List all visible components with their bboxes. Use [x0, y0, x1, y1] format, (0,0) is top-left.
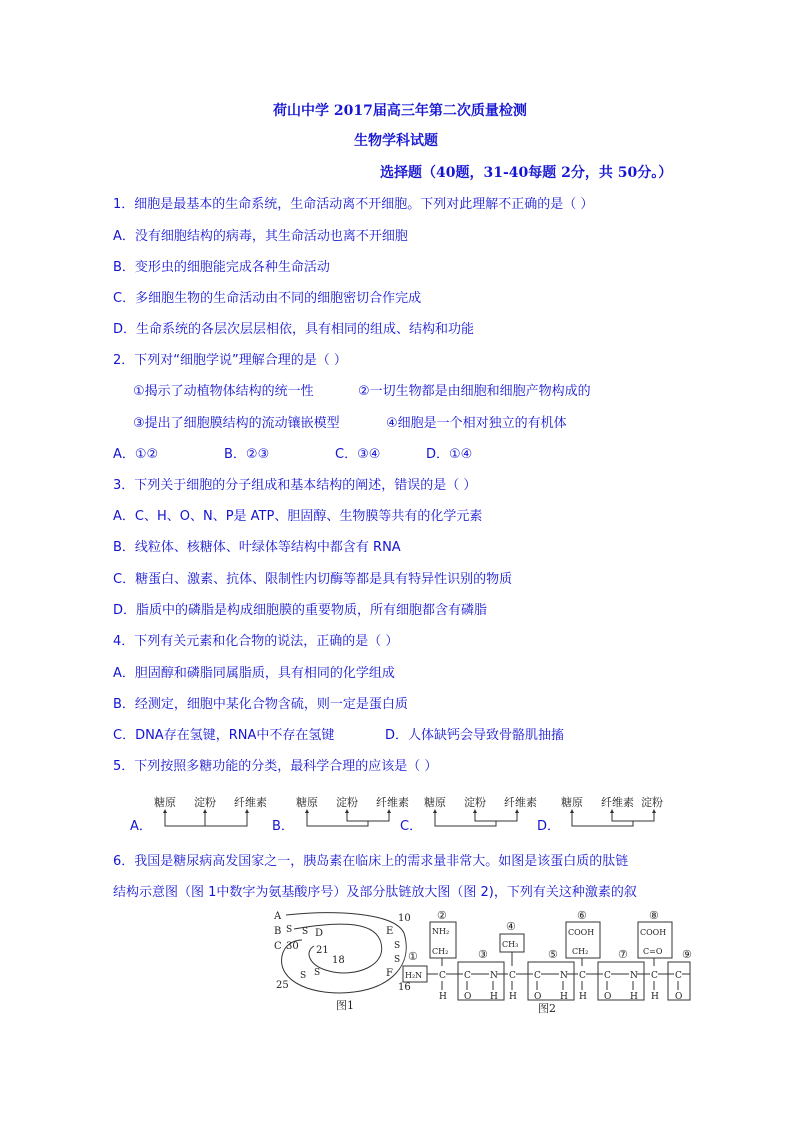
fig1-label: S	[394, 941, 401, 951]
question-6-stem-line-1: 6．我国是糖尿病高发国家之一，胰岛素在临床上的需求量非常大。如图是该蛋白质的肽链	[113, 854, 629, 869]
classification-bracket	[435, 811, 517, 826]
fig1-label: S	[394, 955, 401, 965]
fig2-atom: N	[560, 971, 568, 981]
fig2-atom: H	[651, 992, 659, 1002]
fig1-label: 10	[398, 913, 411, 924]
question-5-option-letter: D．	[537, 819, 561, 834]
fig2-atom: H	[439, 992, 447, 1002]
fig2-atom: O	[534, 992, 542, 1002]
question-4-option-a: A．胆固醇和磷脂同属脂质，具有相同的化学组成	[113, 666, 395, 681]
classification-bracket	[572, 811, 654, 826]
fig2-label: CH₂	[432, 947, 449, 956]
figure-1-insulin-structure	[272, 908, 423, 1012]
fig2-label: ①	[408, 950, 418, 963]
question-2-option-a: A．①②	[113, 447, 159, 462]
fig1-label: 25	[276, 980, 289, 991]
question-5-polysaccharide-label: 糖原	[424, 796, 446, 809]
page-title: 荷山中学 2017届高三年第二次质量检测	[273, 103, 527, 119]
fig2-atom: H	[560, 992, 568, 1002]
fig2-atom: H	[509, 992, 517, 1002]
fig2-atom: O	[464, 992, 472, 1002]
fig2-atom: H	[630, 992, 638, 1002]
question-5-polysaccharide-label: 纤维素	[376, 796, 409, 809]
question-2-statement: ④细胞是一个相对独立的有机体	[386, 416, 567, 431]
fig2-label: H₂N	[405, 971, 423, 980]
fig2-atom: N	[630, 971, 638, 981]
fig2-label: CH₃	[502, 940, 519, 949]
fig1-label: S	[302, 927, 309, 937]
question-2-option-b: B．②③	[224, 447, 270, 462]
fig1-label: B	[274, 926, 282, 937]
question-3-stem: 3．下列关于细胞的分子组成和基本结构的阐述，错误的是（ ）	[113, 478, 477, 493]
question-5-option-diagram	[559, 793, 677, 833]
question-5-option-letter: C．	[400, 819, 423, 834]
question-5-polysaccharide-label: 糖原	[296, 796, 318, 809]
question-4-option-d: D．人体缺钙会导致骨骼肌抽搐	[385, 728, 565, 743]
fig2-label: ②	[437, 909, 447, 922]
fig1-label: F	[386, 968, 393, 979]
question-4-option-c: C．DNA存在氢键，RNA中不存在氢键	[113, 728, 335, 743]
fig2-label: C=O	[643, 947, 663, 956]
question-2-statement: ②一切生物都是由细胞和细胞产物构成的	[358, 384, 591, 399]
question-5-polysaccharide-label: 淀粉	[194, 796, 216, 809]
question-2-stem: 2．下列对“细胞学说”理解合理的是（ ）	[113, 353, 347, 368]
question-4-stem: 4．下列有关元素和化合物的说法，正确的是（ ）	[113, 634, 399, 649]
fig2-label: COOH	[640, 928, 667, 937]
fig1-label: C	[274, 941, 282, 952]
question-3-option-c: C．糖蛋白、激素、抗体、限制性内切酶等都是具有特异性识别的物质	[113, 572, 513, 587]
question-5-polysaccharide-label: 淀粉	[464, 796, 486, 809]
fig1-label: 16	[398, 982, 411, 993]
fig2-label: ③	[478, 948, 488, 961]
question-1-option-a: A．没有细胞结构的病毒，其生命活动也离不开细胞	[113, 229, 408, 244]
question-5-stem: 5．下列按照多糖功能的分类，最科学合理的应该是（ ）	[113, 759, 438, 774]
fig2-atom: C	[604, 971, 611, 981]
fig1-label: A	[274, 911, 282, 922]
question-2-option-d: D．①④	[426, 447, 473, 462]
question-6-stem-line-2: 结构示意图（图 1中数字为氨基酸序号）及部分肽链放大图（图 2)，下列有关这种激素的叙	[113, 885, 637, 900]
question-5-option-letter: B．	[272, 819, 294, 834]
fig1-label: S	[286, 925, 293, 935]
fig2-atom: C	[509, 971, 516, 981]
fig2-atom: C	[464, 971, 471, 981]
fig2-atom: C	[651, 971, 658, 981]
fig2-atom: O	[604, 992, 612, 1002]
fig2-label: ⑦	[618, 948, 628, 961]
fig2-label: NH₂	[432, 927, 450, 936]
fig2-atom: H	[579, 992, 587, 1002]
figure-2-peptide-chain	[402, 908, 698, 1014]
fig1-label: 18	[332, 955, 345, 966]
classification-bracket	[307, 811, 389, 826]
fig1-label: E	[386, 926, 394, 937]
question-5-polysaccharide-label: 糖原	[154, 796, 176, 809]
question-5-polysaccharide-label: 纤维素	[234, 796, 267, 809]
fig1-label: 21	[316, 945, 329, 956]
question-3-option-d: D．脂质中的磷脂是构成细胞膜的重要物质，所有细胞都含有磷脂	[113, 603, 488, 618]
section-heading: 选择题（40题，31-40每题 2分，共 50分。）	[380, 165, 673, 181]
question-5-option-diagram	[152, 793, 270, 833]
fig2-label: ⑧	[649, 909, 659, 922]
fig2-label: ④	[506, 920, 516, 933]
question-5-polysaccharide-label: 纤维素	[504, 796, 537, 809]
fig1-label: S	[314, 968, 321, 978]
question-5-polysaccharide-label: 淀粉	[641, 796, 663, 809]
question-4-option-b: B．经测定，细胞中某化合物含硫，则一定是蛋白质	[113, 697, 408, 712]
fig2-atom: O	[675, 992, 683, 1002]
fig2-atom: H	[490, 992, 498, 1002]
fig2-label: ⑥	[577, 909, 587, 922]
fig2-atom: C	[675, 971, 682, 981]
question-5-polysaccharide-label: 糖原	[561, 796, 583, 809]
question-5-option-letter: A．	[130, 819, 152, 834]
fig2-label: CH₂	[572, 947, 589, 956]
fig2-label: 图2	[538, 1002, 556, 1014]
fig2-atom: C	[534, 971, 541, 981]
question-2-statement: ③提出了细胞膜结构的流动镶嵌模型	[133, 416, 340, 431]
question-1-option-c: C．多细胞生物的生命活动由不同的细胞密切合作完成	[113, 291, 422, 306]
fig2-label: ⑨	[682, 948, 692, 961]
figure-1-caption: 图1	[336, 999, 354, 1012]
question-3-option-b: B．线粒体、核糖体、叶绿体等结构中都含有 RNA	[113, 540, 401, 555]
question-1-stem: 1．细胞是最基本的生命系统，生命活动离不开细胞。下列对此理解不正确的是（ ）	[113, 197, 594, 212]
question-1-option-d: D．生命系统的各层次层层相依，具有相同的组成、结构和功能	[113, 322, 475, 337]
fig2-label: ⑤	[548, 948, 558, 961]
fig2-atom: C	[579, 971, 586, 981]
classification-bracket	[165, 811, 247, 826]
question-5-option-diagram	[294, 793, 412, 833]
question-2-statement: ①揭示了动植物体结构的统一性	[133, 384, 314, 399]
question-3-option-a: A．C、H、O、N、P是 ATP、胆固醇、生物膜等共有的化学元素	[113, 509, 483, 524]
question-5-polysaccharide-label: 纤维素	[601, 796, 634, 809]
fig1-label: 30	[286, 941, 299, 952]
question-5-option-diagram	[422, 793, 540, 833]
fig2-label: COOH	[568, 928, 595, 937]
fig2-atom: C	[439, 971, 446, 981]
fig1-label: S	[300, 971, 307, 981]
fig1-label: D	[315, 928, 324, 939]
page-subtitle: 生物学科试题	[354, 133, 438, 149]
question-2-option-c: C．③④	[335, 447, 381, 462]
fig2-atom: N	[490, 971, 498, 981]
question-1-option-b: B．变形虫的细胞能完成各种生命活动	[113, 260, 330, 275]
question-5-polysaccharide-label: 淀粉	[336, 796, 358, 809]
